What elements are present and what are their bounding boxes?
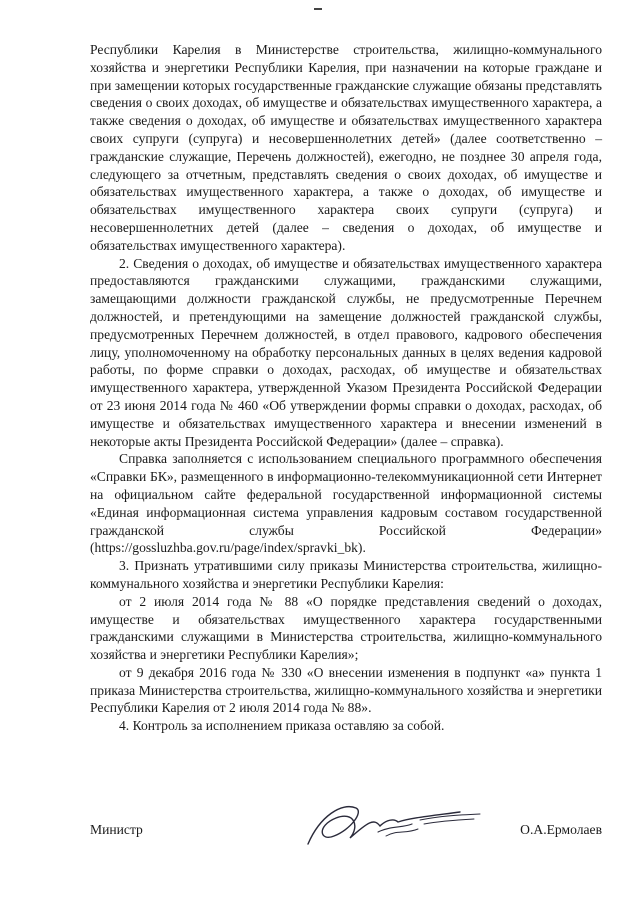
paragraph-item-2: 2. Сведения о доходах, об имуществе и обязательствах имущественного характера предоставляются гражданскими служащими, гражданскими служащими, замещающими должности гражданской службы, не предусмотренные Перечнем должностей, и претендующими на замещение должностей гражданской службы, предусмотренных Перечнем должностей, в отдел правового, кадрового обеспечения лицу, уполномоченному на обработку персональных данных в целях ведения кадровой работы, по форме справки о доходах, расходах, об имуществе и обязательствах имущественного характера, утвержденной Указом Президента Российской Федерации от 23 июня 2014 года № 460 «Об утверждении формы справки о доходах, расходах, об имуществе и обязательствах имущественного характера и внесении изменений в некоторые акты Президента Российской Федерации» (далее – справка). <box>90 255 602 449</box>
paragraph-item-4: 4. Контроль за исполнением приказа оставляю за собой. <box>119 718 445 734</box>
signature-block <box>90 808 602 848</box>
handwritten-signature <box>290 796 490 856</box>
page-top-mark <box>314 8 322 10</box>
paragraph-order-88: от 2 июля 2014 года № 88 «О порядке представления сведений о доходах, имуществе и обязательствах имущественного характера государственными гражданскими служащими в Министерства строительства, жилищно-коммунального хозяйства и энергетики Республики Карелия»; <box>90 593 602 663</box>
paragraph-continuation: Республики Карелия в Министерстве строительства, жилищно-коммунального хозяйства и энергетики Республики Карелия, при назначении на которые граждане и при замещении которых государственные гражданские служащие обязаны представлять сведения о своих доходах, об имуществе и обязательствах имущественного характера, а также сведения о доходах, об имуществе и обязательствах имущественного характера своих супруги (супруга) и несовершеннолетних детей» (далее соответственно – гражданские служащие, Перечень должностей), ежегодно, не позднее 30 апреля года, следующего за отчетным, представлять сведения о своих доходах, об имуществе и обязательствах имущественного характера, а также о доходах, об имуществе и обязательствах имущественного характера своих супруги (супруга) и несовершеннолетних детей (далее – сведения о доходах, об имуществе и обязательствах имущественного характера). <box>90 42 602 253</box>
signer-title: Министр <box>90 822 143 837</box>
signer-name: О.А.Ермолаев <box>520 822 602 837</box>
paragraph-spravka: Справка заполняется с использованием специального программного обеспечения «Справки БК», размещенного в информационно-телекоммуникационной сети Интернет на официальном сайте федеральной государственной информационной системы «Единая информационная система управления кадровым составом государственной гражданской службы Российской Федерации» (https://gossluzhba.gov.ru/page/index/spravki_bk). <box>90 451 602 556</box>
document-body <box>90 41 602 735</box>
paragraph-order-330: от 9 декабря 2016 года № 330 «О внесении изменения в подпункт «а» пункта 1 приказа Министерства строительства, жилищно-коммунального хозяйства и энергетики Республики Карелия от 2 июля 2014 года № 88». <box>90 664 602 716</box>
paragraph-item-3: 3. Признать утратившими силу приказы Министерства строительства, жилищно-коммунального хозяйства и энергетики Республики Карелия: <box>90 558 602 591</box>
